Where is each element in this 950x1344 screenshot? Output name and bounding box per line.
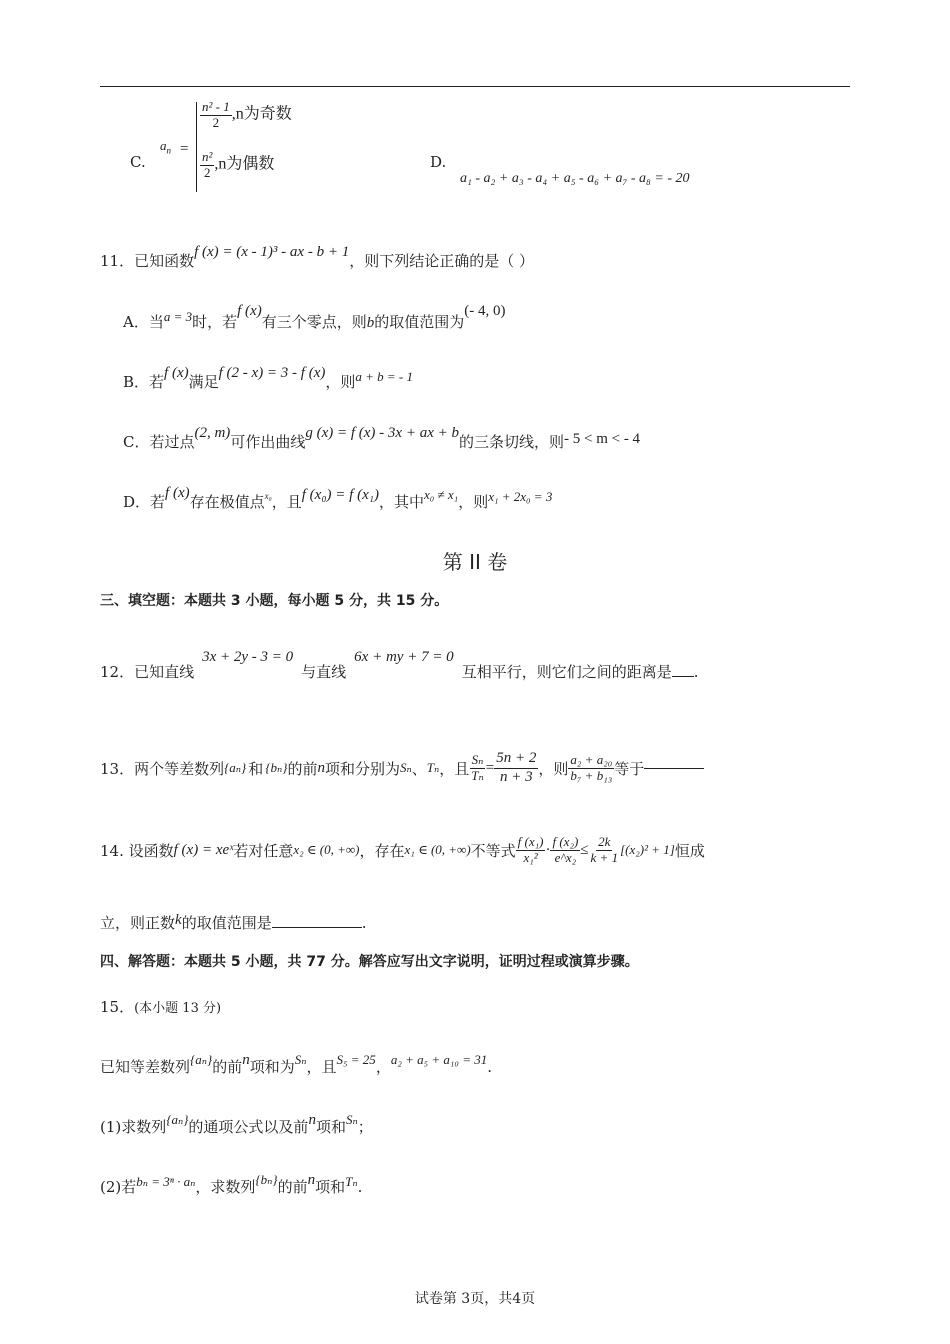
q11-option-a: A．当a = 3时，若f (x)有三个零点，则b的取值范围为(- 4, 0) <box>123 303 506 331</box>
q11-option-d: D．若f (x)存在极值点$^{x_0}$，且f (x₀) = f (x₁)，其中x₀ ≠ x₁，则x₁ + 2x₀ = 3 <box>123 485 553 511</box>
page-footer: 试卷第 3页，共4页 <box>414 1291 536 1307</box>
q15-part-2: (2)若bₙ = 3ⁿ · aₙ，求数列{bₙ}的前n项和Tₙ. <box>100 1172 363 1196</box>
q11-option-b: B．若f (x)满足f (2 - x) = 3 - f (x)，则a + b = - 1 <box>123 365 414 391</box>
q14-stem-line-2: 立，则正数k的取值范围是 . <box>100 912 367 932</box>
q12-stem: 12．已知直线3x + 2y - 3 = 0与直线6x + my + 7 = 0互相平行，则它们之间的距离是 . <box>100 649 699 681</box>
q11-option-c: C．若过点(2, m)可作出曲线g (x) = f (x) - 3x + ax + b的三条切线，则- 5 < m < - 4 <box>123 425 641 451</box>
part-2-title: 第 II 卷 <box>442 550 508 574</box>
q15-label: 15．(本小题 13 分) <box>100 998 222 1016</box>
q10-option-d-expr: a₁ - a₂ + a₃ - a₄ + a₅ - a₆ + a₇ - a₈ = - 20 <box>460 171 690 186</box>
q10-option-c-lhs: $a_n$ <box>160 138 171 156</box>
q10-case-1: $\frac{\text{n² - 1}}{2}$ ,n为奇数 <box>202 99 292 130</box>
q10-option-d-label: D. <box>430 153 447 171</box>
q14-stem: 14. 设函数 f (x) = xeˣ 若对任意 x₂ ∈ (0, +∞) ，存在 x₁ ∈ (0, +∞) 不等式 $\frac{\text{f (x₁)}}{\text{x₁²}}$ · $\frac{\text{f (x₂)}}{\text{e\textasciicircum{}x₂}}$ ≤ $\frac{2k}{k + 1}$ [(x₂)² + 1] 恒成 <box>100 833 705 865</box>
q10-option-c-label: C. <box>130 153 146 171</box>
q11-stem: 11．已知函数f (x) = (x - 1)³ - ax - b + 1，则下列结论正确的是（ ） <box>100 244 534 270</box>
section-4-heading: 四、解答题：本题共 5 小题，共 77 分。解答应写出文字说明，证明过程或演算步骤。 <box>100 954 639 970</box>
q15-stem: 已知等差数列{aₙ}的前n项和为Sₙ，且S₅ = 25，a₂ + a₅ + a₁₀ = 31. <box>100 1052 493 1076</box>
section-3-heading: 三、填空题：本题共 3 小题，每小题 5 分，共 15 分。 <box>100 593 449 609</box>
q10-case-2: $\frac{\text{n²}}{2}$ ,n为偶数 <box>202 149 275 180</box>
header-rule <box>100 86 850 87</box>
q10-brace <box>196 102 197 192</box>
q10-option-c-eq: = <box>180 141 189 157</box>
q15-part-1: (1)求数列{aₙ}的通项公式以及前n项和Sₙ； <box>100 1112 373 1136</box>
q13-stem: 13．两个等差数列 {aₙ} 和 {bₙ} 的前 n 项和分别为 Sₙ 、 Tₙ ，且 $\frac{\text{Sₙ}}{\text{Tₙ}}$ = $\frac{5n + 2}{n + 3}$ ，则 $\frac{\text{a₂ + a₂₀}}{\text{b₇ + b₁₃}}$ 等于 <box>100 738 704 798</box>
